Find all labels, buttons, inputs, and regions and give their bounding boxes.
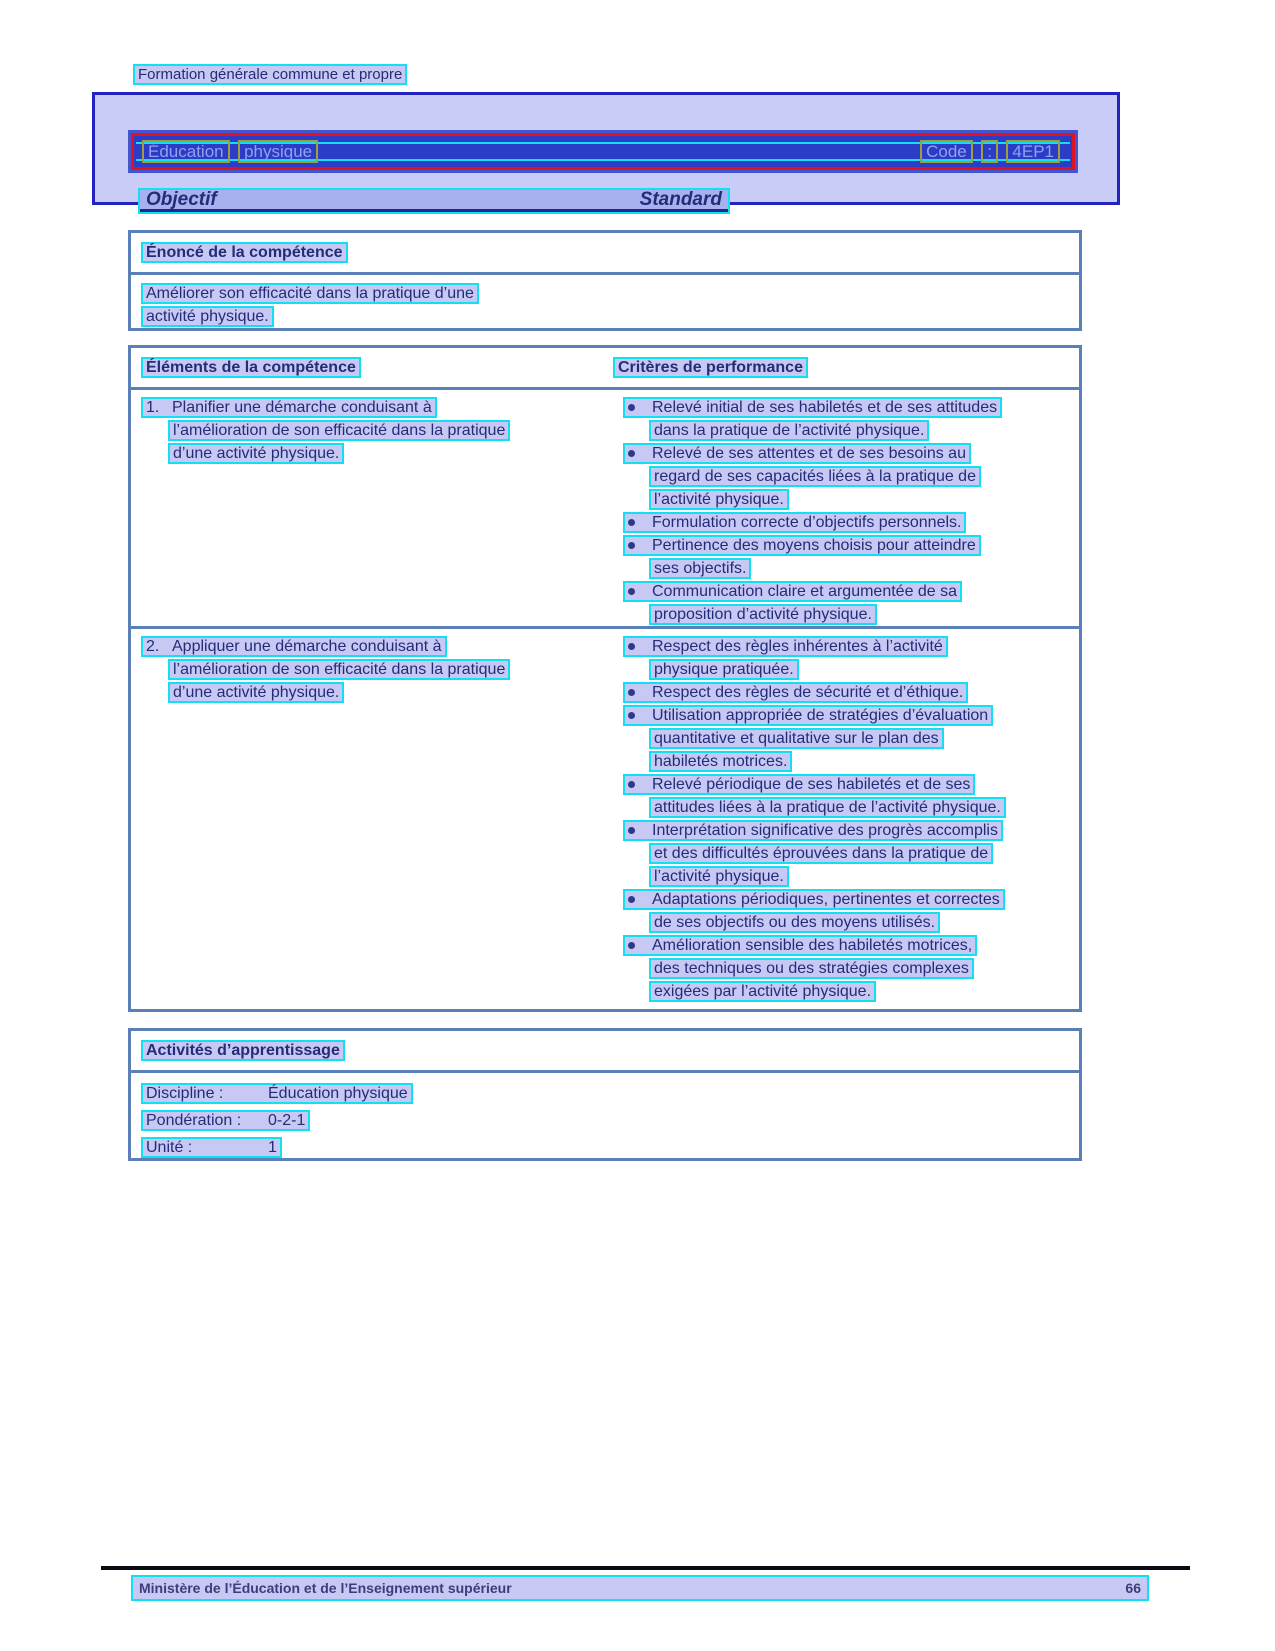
criterion-line: Adaptations périodiques, pertinentes et correctes <box>623 889 1079 912</box>
footer-bar <box>131 1575 1149 1601</box>
activities-header <box>131 1031 1079 1073</box>
course-title <box>142 140 322 163</box>
criterion-line: Interprétation significative des progrès accomplis <box>623 820 1079 843</box>
field-value: 1 <box>268 1139 277 1157</box>
page-header <box>133 64 407 85</box>
enonce-body <box>131 275 1079 329</box>
footer-text: Ministère de l’Éducation et de l’Enseignement supérieur <box>139 1580 512 1596</box>
bullet-icon <box>628 827 635 834</box>
bullet-icon <box>628 689 635 696</box>
criterion-line: Relevé de ses attentes et de ses besoins au <box>623 443 1079 466</box>
bullet-icon <box>628 450 635 457</box>
objectif-heading: Objectif <box>146 188 217 210</box>
criterion-line: attitudes liées à la pratique de l’activité physique. <box>623 797 1079 820</box>
criterion-line: dans la pratique de l’activité physique. <box>623 420 1079 443</box>
bullet-icon <box>628 588 635 595</box>
standard-heading: Standard <box>639 188 722 210</box>
bullet-icon <box>628 942 635 949</box>
criterion-line: proposition d’activité physique. <box>623 604 1079 627</box>
element-line: l’amélioration de son efficacité dans la pratique <box>168 659 613 682</box>
activities-title: Activités d’apprentissage <box>141 1040 345 1061</box>
criterion-line: Relevé périodique de ses habiletés et de ses <box>623 774 1079 797</box>
element-line: 1. Planifier une démarche conduisant à <box>141 397 613 420</box>
field-label: Discipline : <box>146 1085 224 1103</box>
bullet-icon <box>628 781 635 788</box>
element-line: 2. Appliquer une démarche conduisant à <box>141 636 613 659</box>
title-banner-section <box>92 92 1120 210</box>
criterion-line: Formulation correcte d’objectifs personnels. <box>623 512 1079 535</box>
criterion-line: habiletés motrices. <box>623 751 1079 774</box>
course-title-banner-inner <box>131 133 1075 170</box>
enonce-box <box>128 230 1082 331</box>
code-colon-word: : <box>981 140 998 163</box>
code-value-word: 4EP1 <box>1006 140 1060 163</box>
course-title-word: Éducation <box>142 140 230 163</box>
objectif-standard-bar <box>138 188 730 214</box>
criterion-line: et des difficultés éprouvées dans la pratique de <box>623 843 1079 866</box>
field-label: Pondération : <box>146 1112 242 1130</box>
criterion-line: l’activité physique. <box>623 866 1079 889</box>
page-header-label: Formation générale commune et propre <box>133 64 407 85</box>
criterion-line: physique pratiquée. <box>623 659 1079 682</box>
field-label: Unité : <box>146 1139 193 1157</box>
criterion-line: quantitative et qualitative sur le plan des <box>623 728 1079 751</box>
element-number: 1. <box>146 399 160 417</box>
criteria-cell <box>613 397 1079 626</box>
field-line <box>141 1081 1079 1108</box>
criterion-line: des techniques ou des stratégies complexes <box>623 958 1079 981</box>
activities-body <box>131 1073 1079 1162</box>
elements-table-header <box>131 348 1079 390</box>
bullet-icon <box>628 896 635 903</box>
criterion-line: Respect des règles inhérentes à l’activité <box>623 636 1079 659</box>
criterion-line: ses objectifs. <box>623 558 1079 581</box>
statement-line: activité physique. <box>141 306 1079 329</box>
bullet-icon <box>628 643 635 650</box>
field-line <box>141 1135 1079 1162</box>
field-line <box>141 1108 1079 1135</box>
code-label-word: Code <box>920 140 973 163</box>
bullet-icon <box>628 519 635 526</box>
objectif-standard-inner <box>140 190 728 212</box>
criterion-line: Relevé initial de ses habiletés et de ses attitudes <box>623 397 1079 420</box>
bullet-icon <box>628 404 635 411</box>
criteria-cell <box>613 636 1079 1003</box>
criterion-line: Communication claire et argumentée de sa <box>623 581 1079 604</box>
element-line: l’amélioration de son efficacité dans la pratique <box>168 420 613 443</box>
element-cell <box>141 636 613 1003</box>
criterion-line: Amélioration sensible des habiletés motrices, <box>623 935 1079 958</box>
element-cell <box>141 397 613 626</box>
bullet-icon <box>628 712 635 719</box>
course-title-banner <box>128 130 1078 173</box>
course-title-word: physique <box>238 140 318 163</box>
element-line: d’une activité physique. <box>168 682 613 705</box>
table-row <box>131 629 1079 1003</box>
field-value: 0-2-1 <box>268 1112 306 1130</box>
elements-header-cell <box>141 357 613 378</box>
criteria-header-cell <box>613 357 808 378</box>
criterion-line: l’activité physique. <box>623 489 1079 512</box>
criterion-line: regard de ses capacités liées à la pratique de <box>623 466 1079 489</box>
criterion-line: Respect des règles de sécurité et d’éthique. <box>623 682 1079 705</box>
enonce-title: Énoncé de la compétence <box>141 242 348 263</box>
criterion-line: exigées par l’activité physique. <box>623 981 1079 1004</box>
criteria-header: Critères de performance <box>613 357 808 378</box>
element-number: 2. <box>146 638 160 656</box>
element-line: d’une activité physique. <box>168 443 613 466</box>
statement-line: Améliorer son efficacité dans la pratique d’une <box>141 283 1079 306</box>
course-code <box>920 140 1064 163</box>
criterion-line: Utilisation appropriée de stratégies d’évaluation <box>623 705 1079 728</box>
enonce-header <box>131 233 1079 275</box>
page-number: 66 <box>1125 1580 1141 1596</box>
activities-box <box>128 1028 1082 1161</box>
bullet-icon <box>628 542 635 549</box>
field-value: Éducation physique <box>268 1085 408 1103</box>
elements-table <box>128 345 1082 1012</box>
footer-rule <box>101 1566 1190 1570</box>
criterion-line: de ses objectifs ou des moyens utilisés. <box>623 912 1079 935</box>
elements-header: Éléments de la compétence <box>141 357 361 378</box>
table-row <box>131 390 1079 626</box>
criterion-line: Pertinence des moyens choisis pour atteindre <box>623 535 1079 558</box>
